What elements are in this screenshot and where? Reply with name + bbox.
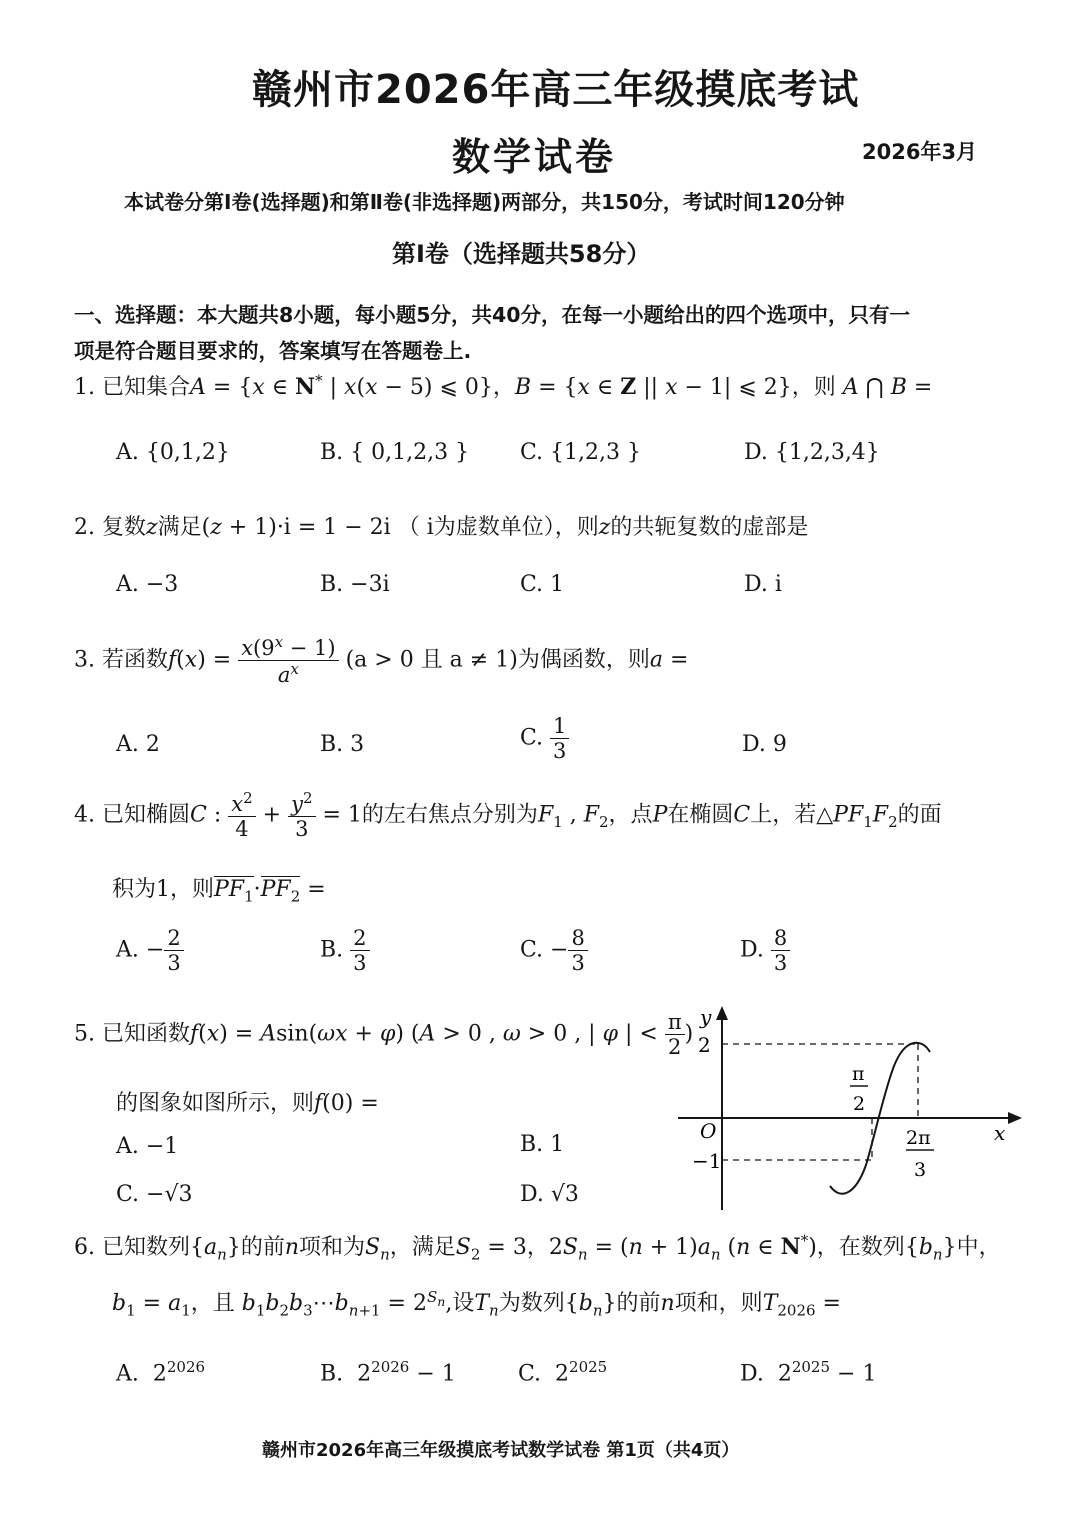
exam-date: 2026年3月 xyxy=(862,140,978,164)
question-4-stem: 4. 已知椭圆C : $\frac{x^2}{4}$ + $\frac{y^2}{3}$ = 1的左右焦点分别为$F_1$ , $F_2$，点P在椭圆C上，若$\triangle PF_1F_2$的面 xyxy=(74,789,942,842)
option-label: D. xyxy=(740,937,764,963)
stem-text: 满足 xyxy=(157,515,202,540)
question-3-stem: 3. 若函数f(x) = $\frac{x(9^x - 1)}{a^x}$ (a > 0 且 a ≠ 1)为偶函数，则a = xyxy=(74,633,689,688)
y-axis-label: y xyxy=(700,1005,712,1029)
two-pi-over-3-denominator: 3 xyxy=(914,1159,927,1181)
option-denominator: 3 xyxy=(773,951,788,976)
q6-option-b[interactable]: B. $2^{2026} - 1$ xyxy=(320,1358,456,1387)
q5-option-a[interactable]: A. −1 xyxy=(116,1134,179,1159)
exam-subtitle: 数学试卷 xyxy=(452,135,617,179)
function-fraction: $\frac{x(9^x - 1)}{a^x}$ xyxy=(238,634,338,687)
option-sign: − xyxy=(550,937,569,963)
q3-option-b[interactable]: B. 3 xyxy=(320,732,365,757)
exam-intro: 本试卷分第Ⅰ卷(选择题)和第Ⅱ卷(非选择题)两部分，共150分，考试时间120分钟 xyxy=(124,190,845,214)
q1-option-d[interactable]: D. {1,2,3,4} xyxy=(744,440,880,465)
question-number: 4. xyxy=(74,802,95,828)
y-max-label: 2 xyxy=(698,1033,711,1057)
option-label: B. xyxy=(320,1361,344,1387)
q3-option-d[interactable]: D. 9 xyxy=(742,732,787,757)
stem-text: 若函数 xyxy=(102,647,169,673)
q5-option-d[interactable]: D. √3 xyxy=(520,1182,579,1207)
q5-option-b[interactable]: B. 1 xyxy=(520,1132,565,1157)
sine-graph xyxy=(670,1000,1030,1220)
q1-option-b[interactable]: B. { 0,1,2,3 } xyxy=(320,440,470,465)
question-2-stem: 2. 复数z满足(z + 1)·i = 1 − 2i （ i为虚数单位），则z的共轭复数的虚部是 xyxy=(74,515,809,540)
q2-option-d[interactable]: D. i xyxy=(744,572,782,597)
stem-text: 为数列 xyxy=(498,1291,565,1316)
stem-text: 项和，则 xyxy=(674,1291,763,1316)
question-number: 3. xyxy=(74,647,95,673)
question-number: 2. xyxy=(74,515,95,540)
stem-text: ，且 xyxy=(190,1291,235,1316)
stem-text: 设 xyxy=(452,1291,475,1316)
stem-text: 复数 xyxy=(102,515,147,540)
option-label: A. xyxy=(116,937,139,963)
stem-text: （ i为虚数单位），则 xyxy=(397,515,599,540)
option-label: C. xyxy=(520,937,544,963)
option-label: C. xyxy=(518,1361,542,1387)
exam-title: 赣州市2026年高三年级摸底考试 xyxy=(252,67,860,113)
option-denominator: 3 xyxy=(167,951,181,976)
q4-option-d[interactable] xyxy=(740,926,790,975)
two-pi-over-3-numerator: 2π xyxy=(906,1127,931,1149)
stem-text: 的前 xyxy=(616,1291,661,1316)
x-axis-arrow-icon xyxy=(1008,1112,1022,1124)
question-6-stem-line2: $b_1 = a_1$，且 $b_1b_2b_3\cdots b_{n+1} = 2^{S_n}$,设$T_n$为数列$\{b_n\}$的前n项和，则$T_{2026}$ = xyxy=(112,1287,841,1320)
section-instructions-line1: 一、选择题：本大题共8小题，每小题5分，共40分，在每一小题给出的四个选项中，只有一 xyxy=(74,303,911,327)
q4-option-b[interactable] xyxy=(320,926,370,975)
question-1-stem: 1. 已知集合A = {x ∈ N* | x(x − 5) ⩽ 0}，B = {x ∈ Z || x − 1| ⩽ 2}，则 A ⋂ B = xyxy=(74,371,933,400)
option-numerator: 8 xyxy=(771,926,790,951)
stem-text: 为偶函数，则 xyxy=(517,647,650,673)
part-one-heading: 第Ⅰ卷（选择题共58分） xyxy=(392,240,651,268)
y-axis-arrow-icon xyxy=(716,1006,728,1020)
option-label: C. xyxy=(520,725,544,751)
stem-text: 已知集合 xyxy=(102,375,191,400)
stem-text: ，满足 xyxy=(389,1235,456,1260)
q6-option-d[interactable]: D. $2^{2025} - 1$ xyxy=(740,1358,877,1387)
question-number: 1. xyxy=(74,375,95,400)
condition: (a > 0 且 a ≠ 1) xyxy=(345,647,518,673)
q3-option-c[interactable] xyxy=(520,714,569,763)
option-sign: − xyxy=(145,937,165,963)
stem-text: ，则 xyxy=(791,375,836,400)
question-4-stem-line2: 积为1，则$PF_1\cdot PF_2$ = xyxy=(112,877,326,906)
option-numerator: 2 xyxy=(164,926,183,951)
q2-option-b[interactable]: B. −3i xyxy=(320,572,390,597)
stem-text: 的前 xyxy=(240,1235,285,1260)
q5-option-c[interactable]: C. −√3 xyxy=(116,1182,193,1207)
section-instructions-line2: 项是符合题目要求的，答案填写在答题卷上. xyxy=(74,339,472,363)
q2-option-a[interactable]: A. −3 xyxy=(116,572,179,597)
question-6-stem: 6. 已知数列$\{a_n\}$的前n项和为$S_n$，满足$S_2 = 3$，$2S_n = (n + 1)a_n$ (n ∈ N*)，在数列$\{b_n\}$中， xyxy=(74,1231,1001,1264)
q1-option-c[interactable]: C. {1,2,3 } xyxy=(520,440,641,465)
q1-option-a[interactable]: A. {0,1,2} xyxy=(116,440,230,465)
y-min-label: −1 xyxy=(692,1149,722,1173)
page-footer: 赣州市2026年高三年级摸底考试数学试卷 第1页（共4页） xyxy=(262,1440,740,1461)
pi-over-2-numerator: π xyxy=(852,1063,865,1085)
q4-option-c[interactable] xyxy=(520,926,588,975)
pi-over-2-denominator: 2 xyxy=(853,1093,866,1115)
option-label: D. xyxy=(740,1361,764,1387)
x-axis-label: x xyxy=(994,1121,1006,1145)
option-label: B. xyxy=(320,937,344,963)
stem-text: 中， xyxy=(956,1235,1001,1260)
q2-option-c[interactable]: C. 1 xyxy=(520,572,565,597)
stem-text: 已知函数 xyxy=(102,1021,191,1047)
stem-text: 的面 xyxy=(897,802,942,828)
q3-option-a[interactable]: A. 2 xyxy=(116,732,160,757)
stem-text: 已知数列 xyxy=(102,1235,191,1260)
stem-text: ，在数列 xyxy=(816,1235,905,1260)
q6-option-c[interactable]: C. $2^{2025}$ xyxy=(518,1358,608,1387)
question-5-stem-line2: 的图象如图所示，则f(0) = xyxy=(116,1091,379,1116)
option-numerator: 8 xyxy=(568,926,587,951)
stem-text: 项和为 xyxy=(299,1235,366,1260)
option-denominator: 3 xyxy=(571,951,585,976)
option-label: A. xyxy=(116,1361,139,1387)
stem-text: 已知椭圆 xyxy=(102,802,191,828)
stem-text: 的左右焦点分别为 xyxy=(361,802,538,828)
q6-option-a[interactable]: A. $2^{2026}$ xyxy=(116,1358,206,1387)
stem-text: 的图象如图所示，则 xyxy=(116,1091,315,1116)
stem-text: 积为1，则 xyxy=(112,877,214,902)
option-denominator: 3 xyxy=(553,739,567,764)
option-numerator: 1 xyxy=(550,714,569,739)
question-5-stem: 5. 已知函数f(x) = Asin(ωx + φ) (A > 0 , ω > 0 , | φ | < $\frac{\pi}{2}$ ) xyxy=(74,1010,694,1060)
q4-option-a[interactable] xyxy=(116,926,184,975)
stem-text: ，点 xyxy=(608,802,653,828)
question-number: 6. xyxy=(74,1235,95,1260)
stem-text: 上，若 xyxy=(750,802,817,828)
option-denominator: 3 xyxy=(353,951,367,976)
stem-text: 在椭圆 xyxy=(667,802,734,828)
stem-text: 的共轭复数的虚部是 xyxy=(610,515,809,540)
origin-label: O xyxy=(700,1119,717,1143)
question-number: 5. xyxy=(74,1021,95,1047)
option-numerator: 2 xyxy=(350,926,369,951)
